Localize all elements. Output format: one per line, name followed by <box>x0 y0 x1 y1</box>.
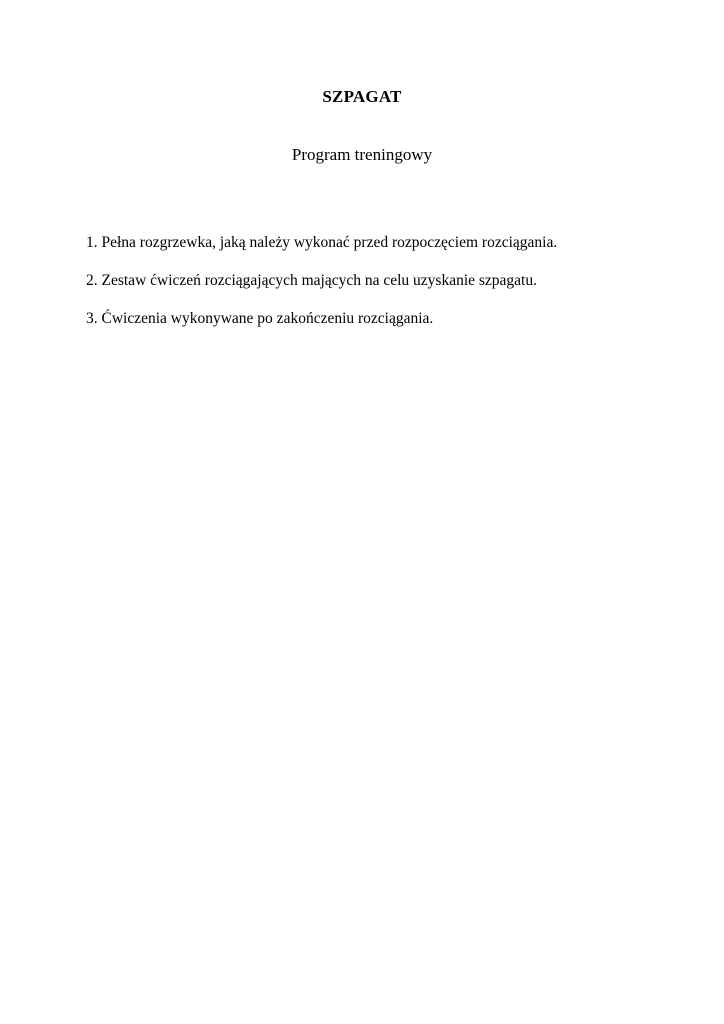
document-title: SZPAGAT <box>322 87 402 106</box>
program-item-1: 1. Pełna rozgrzewka, jaką należy wykonać przed rozpoczęciem rozciągania. <box>86 234 558 251</box>
document-subtitle: Program treningowy <box>291 145 433 164</box>
program-item-2: 2. Zestaw ćwiczeń rozciągających mających na celu uzyskanie szpagatu. <box>86 272 537 289</box>
program-item-3: 3. Ćwiczenia wykonywane po zakończeniu rozciągania. <box>86 310 434 327</box>
program-list <box>86 233 557 347</box>
